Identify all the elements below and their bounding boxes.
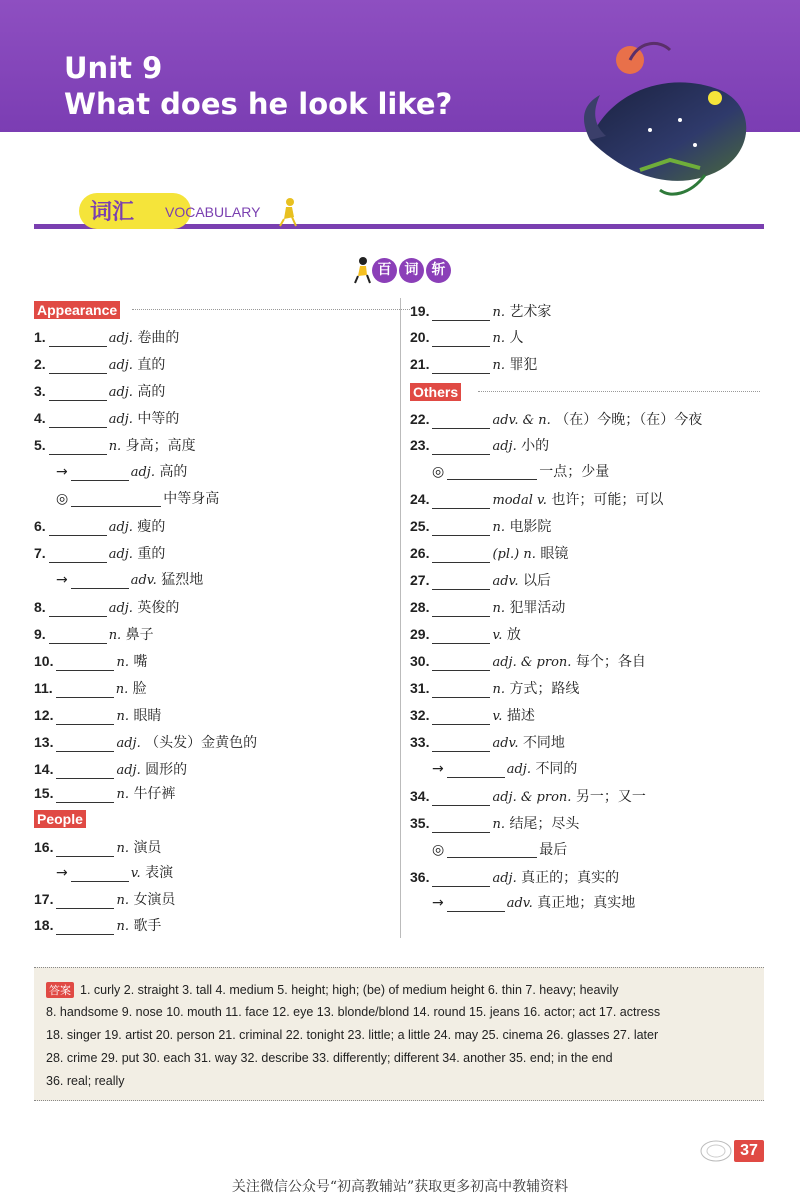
- answer-blank[interactable]: [56, 709, 114, 725]
- answer-blank[interactable]: [56, 919, 114, 935]
- part-of-speech: adv.: [492, 574, 519, 589]
- item-number: 14.: [34, 761, 54, 777]
- vocab-item: [410, 812, 579, 834]
- vocab-item: [410, 569, 551, 591]
- answer-blank[interactable]: [447, 896, 505, 912]
- vocab-item: [410, 731, 565, 753]
- part-of-speech: n.: [492, 331, 505, 346]
- vocab-item: [34, 353, 165, 375]
- dotted-rule: [132, 309, 410, 310]
- answer-blank[interactable]: [432, 790, 490, 806]
- meaning: 嘴: [133, 654, 148, 670]
- derived-arrow: →: [432, 895, 444, 911]
- part-of-speech: adj.: [130, 465, 155, 480]
- meaning: 眼睛: [133, 708, 162, 724]
- answer-blank[interactable]: [432, 655, 490, 671]
- vocab-item: [34, 515, 165, 537]
- unit-title: [64, 50, 452, 122]
- part-of-speech: n.: [116, 841, 129, 856]
- reading-figure-icon: [274, 197, 300, 227]
- meaning: 圆形的: [145, 762, 188, 778]
- meaning: 一点；少量: [539, 464, 610, 480]
- vocab-item: [410, 542, 568, 564]
- page-number: 37: [734, 1140, 764, 1162]
- section-people: [34, 809, 86, 827]
- vocab-item: [34, 888, 175, 910]
- section-others: [410, 382, 461, 400]
- part-of-speech: adj.: [492, 439, 517, 454]
- vocabulary-label-zh: 词汇: [90, 200, 135, 225]
- section-label: Appearance: [34, 301, 120, 319]
- meaning: 描述: [506, 708, 535, 724]
- answer-blank[interactable]: [432, 520, 490, 536]
- meaning: 艺术家: [509, 304, 552, 320]
- answer-blank[interactable]: [432, 628, 490, 644]
- part-of-speech: n.: [108, 628, 122, 643]
- meaning: 鼻子: [125, 627, 154, 643]
- answer-blank[interactable]: [432, 871, 490, 887]
- answer-blank[interactable]: [71, 866, 129, 882]
- meaning: （在）今晚；（在）今夜: [555, 412, 703, 428]
- vocabulary-header: [34, 193, 764, 233]
- answer-tag: 答案: [46, 982, 74, 998]
- item-number: 3.: [34, 383, 46, 399]
- meaning: 脸: [132, 681, 147, 697]
- vocab-item: [410, 300, 551, 322]
- item-number: 31.: [410, 680, 430, 696]
- meaning: （头发）金黄色的: [145, 735, 258, 751]
- vocab-item: [410, 704, 535, 726]
- part-of-speech: n.: [116, 709, 129, 724]
- item-number: 11.: [34, 680, 53, 696]
- vocab-item: [34, 596, 179, 618]
- item-number: 30.: [410, 653, 430, 669]
- part-of-speech: (pl.) n.: [492, 547, 536, 562]
- answer-blank[interactable]: [49, 439, 107, 455]
- part-of-speech: adj.: [108, 385, 133, 400]
- answer-blank[interactable]: [432, 413, 490, 429]
- vocab-item: [410, 408, 702, 430]
- answer-blank[interactable]: [432, 574, 490, 590]
- meaning: 罪犯: [509, 357, 538, 373]
- answer-blank[interactable]: [56, 763, 114, 779]
- answer-line: 8. handsome 9. nose 10. mouth 11. face 12. eye 13. blonde/blond 14. round 15. jeans 16. actor; act 17. actress: [46, 1005, 661, 1019]
- meaning: 中等身高: [163, 491, 220, 507]
- meaning: 女演员: [133, 892, 176, 908]
- item-number: 12.: [34, 707, 54, 723]
- vocab-item: [410, 461, 609, 483]
- item-number: 22.: [410, 411, 430, 427]
- part-of-speech: n.: [115, 682, 129, 697]
- vocab-item: [34, 461, 187, 483]
- meaning: 人: [509, 330, 524, 346]
- answer-blank[interactable]: [432, 682, 490, 698]
- badge-char-1: 百: [372, 258, 397, 283]
- vocab-item: [34, 731, 257, 753]
- answer-key: [34, 967, 764, 1101]
- column-divider: [400, 298, 401, 938]
- answer-blank[interactable]: [432, 493, 490, 509]
- vocab-item: [34, 434, 196, 456]
- section-label: Others: [410, 383, 461, 401]
- part-of-speech: adj.: [108, 412, 133, 427]
- item-number: 6.: [34, 518, 46, 534]
- part-of-speech: n.: [116, 919, 129, 934]
- answer-blank[interactable]: [49, 385, 107, 401]
- answer-blank[interactable]: [49, 601, 107, 617]
- part-of-speech: n.: [116, 893, 129, 908]
- item-number: 25.: [410, 518, 430, 534]
- vocab-item: [410, 326, 523, 348]
- meaning: 身高；高度: [125, 438, 196, 454]
- meaning: 不同地: [522, 735, 565, 751]
- answer-blank[interactable]: [432, 709, 490, 725]
- meaning: 高的: [159, 464, 188, 480]
- vocab-item: [410, 758, 577, 780]
- meaning: 以后: [522, 573, 551, 589]
- part-of-speech: adj.: [108, 358, 133, 373]
- part-of-speech: n.: [492, 817, 505, 832]
- vocab-item: [410, 434, 549, 456]
- vocab-item: [410, 785, 646, 807]
- meaning: 重的: [137, 546, 166, 562]
- phrase-marker: ◎: [432, 842, 445, 858]
- unit-number: Unit 9: [64, 51, 163, 85]
- item-number: 7.: [34, 545, 46, 561]
- item-number: 20.: [410, 329, 430, 345]
- part-of-speech: adj.: [116, 736, 141, 751]
- meaning: 歌手: [133, 918, 162, 934]
- part-of-speech: n.: [492, 305, 505, 320]
- meaning: 卷曲的: [137, 330, 180, 346]
- item-number: 27.: [410, 572, 430, 588]
- answer-blank[interactable]: [432, 358, 490, 374]
- vocab-item: [34, 623, 154, 645]
- part-of-speech: modal v.: [492, 493, 547, 508]
- answer-blank[interactable]: [49, 331, 107, 347]
- answer-line: 答案 1. curly 2. straight 3. tall 4. medium 5. height; high; (be) of medium height 6. thin 7. heavy; heavily: [46, 982, 618, 998]
- part-of-speech: n.: [492, 358, 505, 373]
- item-number: 32.: [410, 707, 430, 723]
- answer-blank[interactable]: [49, 520, 107, 536]
- vocab-item: [34, 704, 161, 726]
- whale-illustration: [520, 20, 780, 200]
- derived-arrow: →: [56, 572, 68, 588]
- meaning: 放: [506, 627, 521, 643]
- part-of-speech: adv.: [130, 573, 157, 588]
- phrase-marker: ◎: [56, 491, 69, 507]
- vocab-item: [410, 596, 565, 618]
- meaning: 每个；各自: [575, 654, 646, 670]
- vocab-item: [34, 677, 147, 699]
- vocab-item: [34, 380, 165, 402]
- answer-blank[interactable]: [447, 762, 505, 778]
- answer-blank[interactable]: [49, 412, 107, 428]
- item-number: 19.: [410, 303, 430, 319]
- meaning: 中等的: [137, 411, 180, 427]
- word-badge: [352, 256, 452, 286]
- vocab-item: [410, 677, 579, 699]
- part-of-speech: adj.: [116, 763, 141, 778]
- meaning: 方式；路线: [509, 681, 580, 697]
- item-number: 23.: [410, 437, 430, 453]
- item-number: 18.: [34, 917, 54, 933]
- part-of-speech: adj.: [506, 762, 531, 777]
- part-of-speech: adj.: [108, 520, 133, 535]
- meaning: 真正地；真实地: [537, 895, 636, 911]
- answer-blank[interactable]: [49, 547, 107, 563]
- meaning: 猛烈地: [161, 572, 204, 588]
- part-of-speech: v.: [492, 628, 503, 643]
- item-number: 1.: [34, 329, 46, 345]
- meaning: 直的: [137, 357, 166, 373]
- item-number: 16.: [34, 839, 54, 855]
- part-of-speech: v.: [130, 866, 141, 881]
- item-number: 26.: [410, 545, 430, 561]
- part-of-speech: adj.: [492, 871, 517, 886]
- answer-blank[interactable]: [49, 358, 107, 374]
- answer-blank[interactable]: [432, 305, 490, 321]
- vocab-item: [410, 892, 635, 914]
- item-number: 24.: [410, 491, 430, 507]
- item-number: 29.: [410, 626, 430, 642]
- dotted-rule: [478, 391, 760, 392]
- part-of-speech: n.: [108, 439, 122, 454]
- meaning: 不同的: [535, 761, 578, 777]
- answer-blank[interactable]: [71, 465, 129, 481]
- vocab-item: [410, 623, 521, 645]
- section-appearance: [34, 300, 120, 318]
- vocab-item: [410, 650, 646, 672]
- meaning: 最后: [539, 842, 568, 858]
- vocabulary-label-en: VOCABULARY: [165, 204, 261, 220]
- badge-char-3: 斩: [426, 258, 451, 283]
- vocab-item: [34, 782, 175, 804]
- item-number: 35.: [410, 815, 430, 831]
- item-number: 13.: [34, 734, 54, 750]
- meaning: 高的: [137, 384, 166, 400]
- answer-line: 36. real; really: [46, 1074, 125, 1088]
- part-of-speech: adv.: [492, 736, 519, 751]
- meaning: 结尾；尽头: [509, 816, 580, 832]
- answer-blank[interactable]: [432, 439, 490, 455]
- item-number: 9.: [34, 626, 46, 642]
- meaning: 英俊的: [137, 600, 180, 616]
- vocab-item: [410, 515, 551, 537]
- vocab-item: [410, 866, 619, 888]
- answer-line: 18. singer 19. artist 20. person 21. criminal 22. tonight 23. little; a little 24. may 25. cinema 26. glasses 27. later: [46, 1028, 659, 1042]
- meaning: 小的: [521, 438, 550, 454]
- meaning: 眼镜: [540, 546, 569, 562]
- badge-char-2: 词: [399, 258, 424, 283]
- meaning: 演员: [133, 840, 162, 856]
- part-of-speech: n.: [492, 520, 505, 535]
- part-of-speech: adj. & pron.: [492, 655, 572, 670]
- left-column: [34, 298, 394, 938]
- item-number: 2.: [34, 356, 46, 372]
- vocab-item: [34, 326, 179, 348]
- item-number: 15.: [34, 785, 54, 801]
- section-label: People: [34, 810, 86, 828]
- derived-arrow: →: [56, 464, 68, 480]
- item-number: 10.: [34, 653, 54, 669]
- answer-blank[interactable]: [56, 893, 114, 909]
- item-number: 5.: [34, 437, 46, 453]
- vocab-item: [34, 650, 147, 672]
- answer-blank[interactable]: [432, 817, 490, 833]
- item-number: 17.: [34, 891, 54, 907]
- item-number: 8.: [34, 599, 46, 615]
- item-number: 21.: [410, 356, 430, 372]
- vocab-item: [34, 407, 179, 429]
- item-number: 34.: [410, 788, 430, 804]
- item-number: 33.: [410, 734, 430, 750]
- answer-blank[interactable]: [432, 601, 490, 617]
- answer-blank[interactable]: [432, 547, 490, 563]
- meaning: 牛仔裤: [133, 786, 176, 802]
- answer-line: 28. crime 29. put 30. each 31. way 32. describe 33. differently; different 34. another 35. end; in the end: [46, 1051, 613, 1065]
- meaning: 也许；可能；可以: [551, 492, 664, 508]
- vocab-item: [34, 569, 203, 591]
- meaning: 表演: [145, 865, 174, 881]
- page-corner-decoration: [700, 1137, 734, 1165]
- vocab-item: [34, 836, 161, 858]
- answer-blank[interactable]: [71, 573, 129, 589]
- answer-blank[interactable]: [56, 736, 114, 752]
- answer-blank[interactable]: [447, 842, 537, 858]
- item-number: 28.: [410, 599, 430, 615]
- phrase-marker: ◎: [432, 464, 445, 480]
- answer-blank[interactable]: [49, 628, 107, 644]
- unit-heading: What does he look like?: [64, 87, 453, 121]
- answer-blank[interactable]: [432, 331, 490, 347]
- answer-blank[interactable]: [56, 682, 114, 698]
- answer-blank[interactable]: [447, 464, 537, 480]
- part-of-speech: n.: [116, 787, 129, 802]
- answer-blank[interactable]: [432, 736, 490, 752]
- meaning: 电影院: [509, 519, 552, 535]
- footer-note: 关注微信公众号“初高教辅站”获取更多初高中教辅资料: [231, 1179, 569, 1195]
- vocab-item: [34, 862, 173, 884]
- vocab-item: [410, 353, 537, 375]
- item-number: 36.: [410, 869, 430, 885]
- derived-arrow: →: [432, 761, 444, 777]
- vocab-item: [410, 488, 663, 510]
- item-number: 4.: [34, 410, 46, 426]
- part-of-speech: v.: [492, 709, 503, 724]
- answer-blank[interactable]: [56, 655, 114, 671]
- answer-blank[interactable]: [71, 491, 161, 507]
- part-of-speech: adj.: [108, 331, 133, 346]
- part-of-speech: n.: [492, 682, 505, 697]
- vocab-item: [410, 839, 567, 861]
- meaning: 另一；又一: [575, 789, 646, 805]
- part-of-speech: n.: [116, 655, 129, 670]
- meaning: 犯罪活动: [509, 600, 566, 616]
- meaning: 瘦的: [137, 519, 166, 535]
- answer-blank[interactable]: [56, 841, 114, 857]
- part-of-speech: adj.: [108, 547, 133, 562]
- meaning: 真正的；真实的: [521, 870, 620, 886]
- part-of-speech: adv.: [506, 896, 533, 911]
- runner-icon: [352, 256, 372, 284]
- part-of-speech: adj.: [108, 601, 133, 616]
- part-of-speech: n.: [492, 601, 505, 616]
- part-of-speech: adj. & pron.: [492, 790, 572, 805]
- vocab-item: [34, 914, 161, 936]
- answer-blank[interactable]: [56, 787, 114, 803]
- part-of-speech: adv. & n.: [492, 413, 551, 428]
- vocab-item: [34, 542, 165, 564]
- derived-arrow: →: [56, 865, 68, 881]
- vocab-item: [34, 488, 219, 510]
- vocab-item: [34, 758, 187, 780]
- right-column: [410, 298, 770, 938]
